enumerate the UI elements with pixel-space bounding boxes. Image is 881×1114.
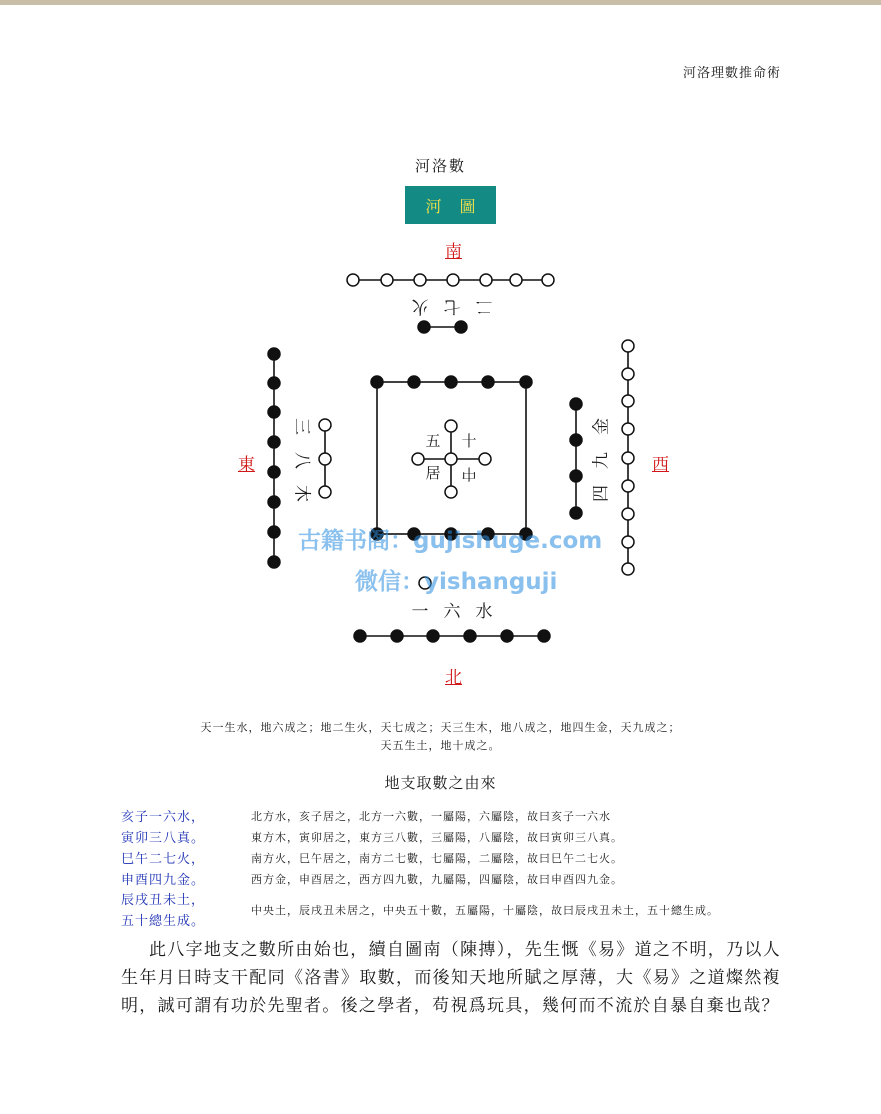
north-six-dot-1 — [354, 630, 366, 642]
center-five-dot-left — [412, 453, 424, 465]
figure-caption-line1: 天一生水，地六成之；地二生火，天七成之；天三生木，地八成之，地四生金，天九成之； — [200, 721, 681, 734]
west-four-dot-3 — [570, 470, 582, 482]
north-six-dot-2 — [391, 630, 403, 642]
row-2-explanation: 東方木，寅卯居之，東方三八數，三屬陽，八屬陰，故曰寅卯三八真。 — [251, 831, 623, 844]
west-nine-dot-8 — [622, 536, 634, 548]
north-six-dot-4 — [464, 630, 476, 642]
north-six-dot-6 — [538, 630, 550, 642]
center-top-dot-5 — [520, 376, 532, 388]
west-label-metal: 金 — [591, 418, 612, 435]
row-2-verse: 寅卯三八真。 — [121, 831, 206, 846]
west-nine-dot-7 — [622, 508, 634, 520]
direction-south: 南 — [445, 242, 462, 262]
south-seven-dot-1 — [347, 274, 359, 286]
center-top-dot-1 — [371, 376, 383, 388]
row-1-explanation: 北方水，亥子居之，北方一六數，一屬陽，六屬陰，故曰亥子一六水 — [251, 810, 611, 823]
body-paragraph: 此八字地支之數所由始也，續自圖南（陳摶），先生慨《易》道之不明，乃以人生年月日時支干配同《洛書》取數，而後知天地所賦之厚薄，大《易》之道燦然複明，誠可謂有功於先聖者。後之學者，苟視爲玩具，幾何而不流於自暴自棄也哉？ — [121, 940, 781, 1016]
east-eight-dot-6 — [268, 496, 280, 508]
east-eight-dot-8 — [268, 556, 280, 568]
row-3-verse: 巳午二七火， — [121, 852, 206, 867]
north-label-water: 水 — [475, 602, 493, 622]
south-two-dot-2 — [455, 321, 467, 333]
east-label-8: 八 — [291, 452, 312, 469]
center-top-dot-3 — [445, 376, 457, 388]
direction-east: 東 — [238, 455, 255, 475]
south-label-2: 二 — [475, 296, 493, 316]
direction-west: 西 — [652, 455, 669, 475]
south-label-7: 七 — [443, 296, 461, 316]
center-five-dot-top — [445, 420, 457, 432]
east-eight-dot-4 — [268, 436, 280, 448]
east-eight-dot-7 — [268, 526, 280, 538]
watermark-line2: 微信：yishanguji — [355, 569, 558, 595]
east-eight-dot-3 — [268, 406, 280, 418]
east-label-3: 三 — [291, 418, 312, 435]
row-5-verse-2: 五十總生成。 — [121, 914, 206, 929]
south-seven-dot-7 — [542, 274, 554, 286]
row-1-verse: 亥子一六水， — [121, 810, 206, 825]
center-five-dot-center — [445, 453, 457, 465]
west-nine-dot-9 — [622, 563, 634, 575]
west-nine-dot-2 — [622, 368, 634, 380]
west-nine-dot-3 — [622, 395, 634, 407]
west-four-dot-1 — [570, 398, 582, 410]
south-seven-dot-2 — [381, 274, 393, 286]
hetu-label-box: 河圖 — [405, 186, 496, 224]
west-label-4: 四 — [591, 485, 612, 502]
figure-title: 河洛數 — [414, 157, 466, 175]
south-seven-dot-6 — [510, 274, 522, 286]
figure-caption-line2: 天五生土，地十成之。 — [380, 739, 501, 752]
center-label-zhong: 中 — [461, 465, 477, 483]
center-five-dot-right — [479, 453, 491, 465]
east-eight-dot-1 — [268, 348, 280, 360]
north-label-1: 一 — [411, 602, 429, 622]
row-3-explanation: 南方火，巳午居之，南方二七數，七屬陽，二屬陰，故曰巳午二七火。 — [251, 852, 623, 865]
row-5-verse: 辰戌丑未土， — [121, 893, 206, 908]
east-label-wood: 木 — [291, 485, 312, 502]
south-two-dot-1 — [418, 321, 430, 333]
center-label-ju: 居 — [425, 464, 441, 482]
center-label-10: 十 — [461, 432, 477, 450]
south-seven-dot-5 — [480, 274, 492, 286]
east-three-dot-1 — [319, 419, 331, 431]
row-5-explanation: 中央土，辰戌丑未居之，中央五十數，五屬陽，十屬陰，故曰辰戌丑未土，五十總生成。 — [251, 904, 719, 917]
running-header: 河洛理數推命術 — [682, 66, 781, 81]
south-seven-dot-3 — [414, 274, 426, 286]
west-four-dot-2 — [570, 434, 582, 446]
south-label-fire: 火 — [411, 296, 429, 316]
west-nine-dot-5 — [622, 452, 634, 464]
east-three-dot-3 — [319, 486, 331, 498]
watermark-line1: 古籍书阁：gujishuge.com — [298, 528, 603, 554]
west-nine-dot-4 — [622, 423, 634, 435]
section-title: 地支取數之由來 — [384, 774, 497, 792]
east-eight-dot-2 — [268, 377, 280, 389]
north-six-dot-5 — [501, 630, 513, 642]
east-three-dot-2 — [319, 453, 331, 465]
row-4-explanation: 西方金，申酉居之，西方四九數，九屬陽，四屬陰，故曰申酉四九金。 — [251, 873, 623, 886]
south-seven-dot-4 — [447, 274, 459, 286]
center-top-dot-2 — [408, 376, 420, 388]
center-five-dot-bottom — [445, 486, 457, 498]
east-eight-dot-5 — [268, 466, 280, 478]
north-six-dot-3 — [427, 630, 439, 642]
west-four-dot-4 — [570, 507, 582, 519]
west-nine-dot-6 — [622, 480, 634, 492]
row-4-verse: 申酉四九金。 — [121, 873, 206, 888]
west-nine-dot-1 — [622, 340, 634, 352]
west-label-9: 九 — [591, 452, 612, 469]
center-label-5: 五 — [425, 432, 441, 450]
north-label-6: 六 — [443, 602, 461, 622]
center-top-dot-4 — [482, 376, 494, 388]
direction-north: 北 — [445, 668, 462, 688]
